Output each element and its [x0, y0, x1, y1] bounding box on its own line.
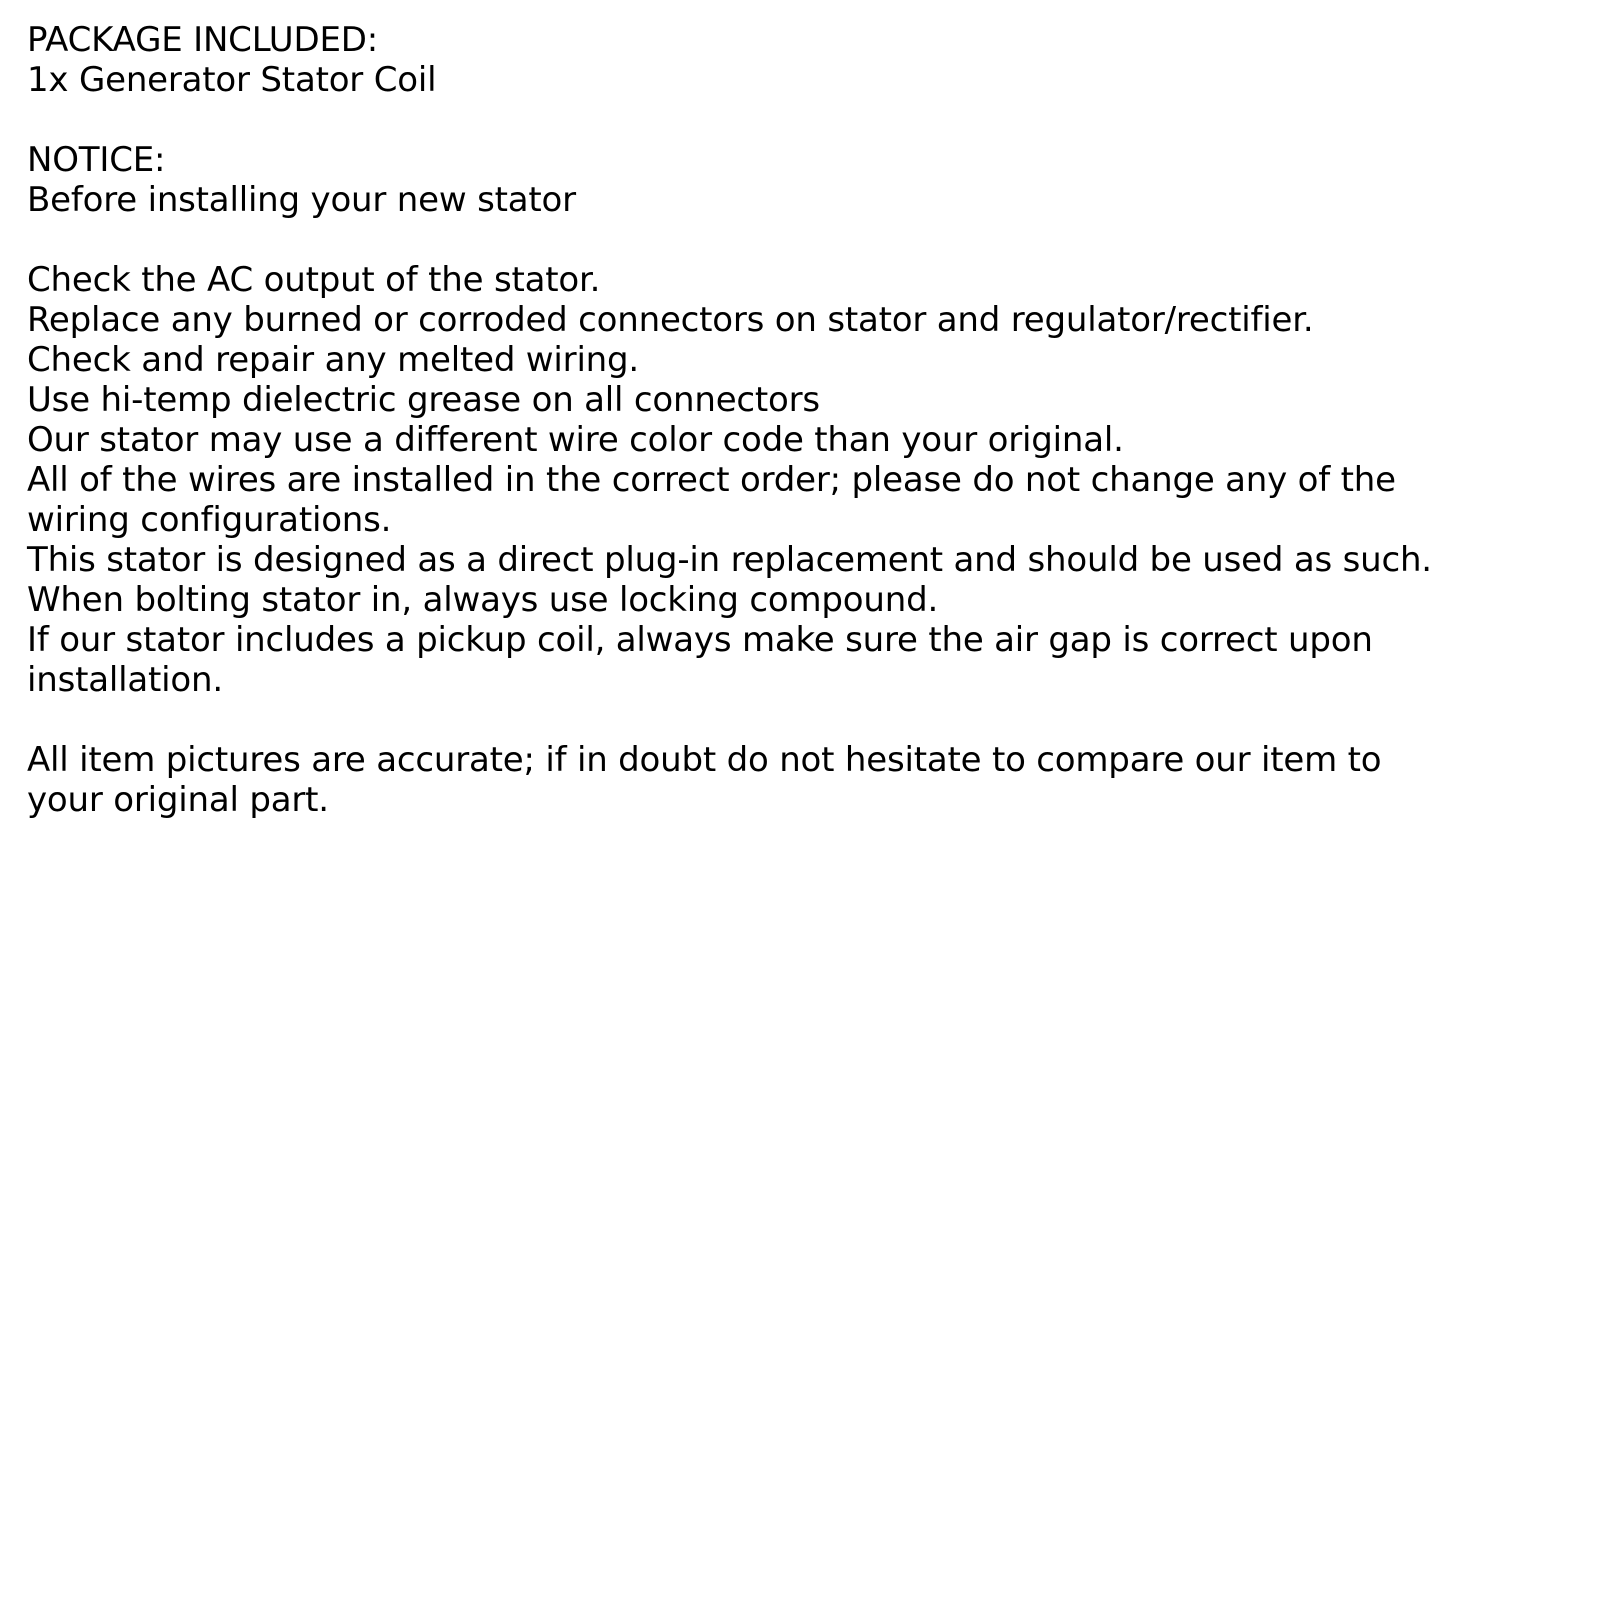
notice-line: Our stator may use a different wire color code than your original.: [27, 420, 1124, 460]
footer-line: All item pictures are accurate; if in doubt do not hesitate to compare our item to: [27, 740, 1382, 780]
notice-line: Check and repair any melted wiring.: [27, 340, 640, 380]
package-heading: PACKAGE INCLUDED:: [27, 20, 378, 60]
notice-line: Use hi-temp dielectric grease on all connectors: [27, 380, 820, 420]
notice-line: If our stator includes a pickup coil, always make sure the air gap is correct upon: [27, 620, 1373, 660]
notice-line: Check the AC output of the stator.: [27, 260, 601, 300]
product-description: [27, 20, 1587, 820]
notice-line: When bolting stator in, always use locking compound.: [27, 580, 939, 620]
notice-heading: NOTICE:: [27, 140, 166, 180]
notice-line: Replace any burned or corroded connectors on stator and regulator/rectifier.: [27, 300, 1314, 340]
notice-line: wiring configurations.: [27, 500, 392, 540]
spacer: [27, 100, 1587, 140]
footer-line: your original part.: [27, 780, 329, 820]
spacer: [27, 220, 1587, 260]
notice-line: This stator is designed as a direct plug-in replacement and should be used as such.: [27, 540, 1432, 580]
notice-line: All of the wires are installed in the correct order; please do not change any of the: [27, 460, 1396, 500]
notice-intro: Before installing your new stator: [27, 180, 576, 220]
package-item: 1x Generator Stator Coil: [27, 60, 437, 100]
spacer: [27, 700, 1587, 740]
notice-line: installation.: [27, 660, 223, 700]
